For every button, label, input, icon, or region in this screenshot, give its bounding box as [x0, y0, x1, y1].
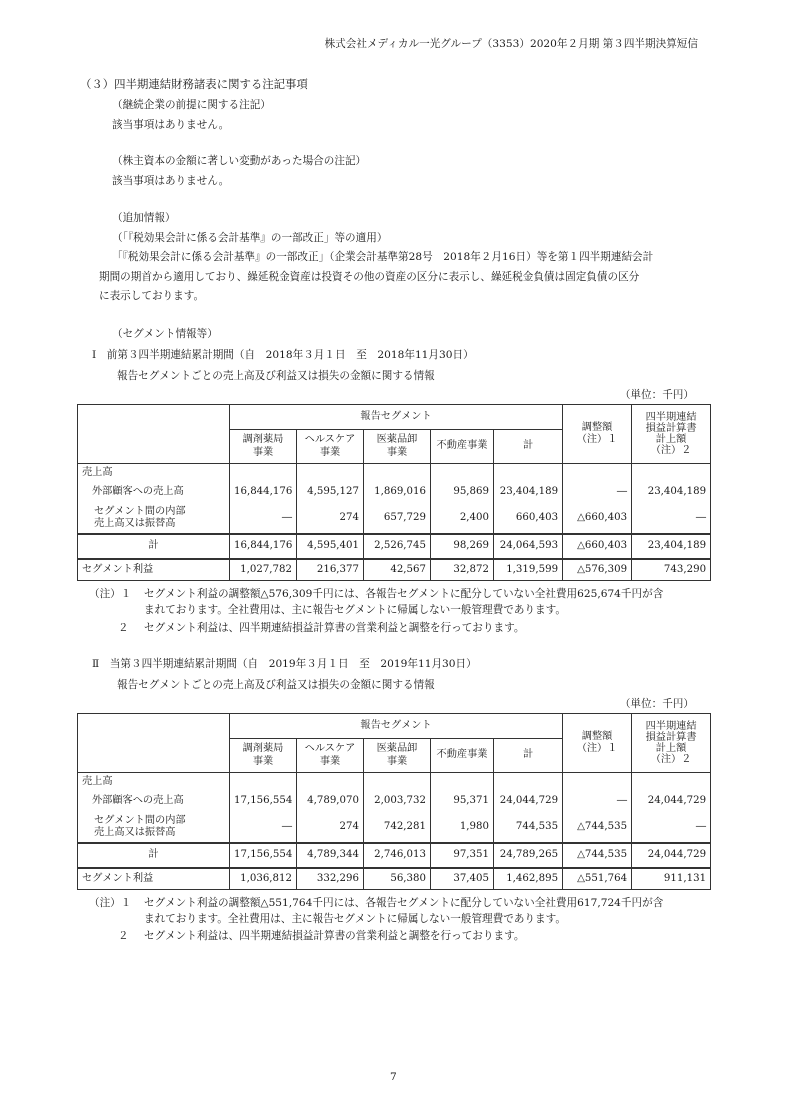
going-concern-heading: （継続企業の前提に関する注記） [112, 99, 271, 111]
table-row: セグメント利益 1,027,782 216,377 42,567 32,872 1,319,599 △576,309 743,290 [78, 559, 711, 581]
col-real-estate: 不動産事業 [431, 739, 494, 773]
period1-segment-table [77, 404, 711, 581]
col-pharma-wholesale: 医薬品卸 事業 [364, 430, 431, 464]
page-number: 7 [390, 1071, 397, 1083]
period1-unit: （単位：千円） [619, 389, 694, 401]
period1-subtitle: 報告セグメントごとの売上高及び利益又は損失の金額に関する情報 [117, 370, 435, 382]
additional-info-para-line3: に表示しております。 [99, 290, 205, 302]
going-concern-text: 該当事項はありません。 [112, 119, 230, 131]
sales-label: 売上高 [78, 773, 230, 791]
table-row: 計 17,156,554 4,789,344 2,746,013 97,351 24,789,265 △744,535 24,044,729 [78, 843, 711, 868]
col-dispensing-pharmacy: 調剤薬局 事業 [230, 739, 297, 773]
corner-cell [78, 405, 230, 464]
reportable-segment-header: 報告セグメント [230, 714, 563, 739]
adjustment-header: 調整額 （注）１ [563, 714, 632, 773]
equity-change-heading: （株主資本の金額に著しい変動があった場合の注記） [112, 155, 367, 167]
adjustment-header: 調整額 （注）１ [563, 405, 632, 464]
table-row: 外部顧客への売上高 16,844,176 4,595,127 1,869,016 95,869 23,404,189 ― 23,404,189 [78, 482, 711, 504]
period2-note2-text: セグメント利益は、四半期連結損益計算書の営業利益と調整を行っております。 [144, 930, 525, 942]
period1-note2-text: セグメント利益は、四半期連結損益計算書の営業利益と調整を行っております。 [144, 622, 525, 634]
table-row: セグメント間の内部 売上高又は振替高 ― 274 657,729 2,400 660,403 △660,403 ― [78, 504, 711, 534]
period1-note1-prefix: （注）１ [89, 588, 132, 600]
table-row: 計 16,844,176 4,595,401 2,526,745 98,269 24,064,593 △660,403 23,404,189 [78, 534, 711, 559]
period2-unit: （単位：千円） [619, 698, 694, 710]
period2-note2-prefix: ２ [118, 930, 129, 942]
col-subtotal: 計 [494, 739, 563, 773]
col-subtotal: 計 [494, 430, 563, 464]
period2-title: Ⅱ 当第３四半期連結累計期間（自 2019年３月１日 至 2019年11月30日） [92, 658, 477, 670]
period2-note1-prefix: （注）１ [89, 897, 132, 909]
col-pharma-wholesale: 医薬品卸 事業 [364, 739, 431, 773]
table-row: 外部顧客への売上高 17,156,554 4,789,070 2,003,732 95,371 24,044,729 ― 24,044,729 [78, 791, 711, 813]
equity-change-text: 該当事項はありません。 [112, 175, 230, 187]
additional-info-heading: （追加情報） [112, 212, 176, 224]
period2-subtitle: 報告セグメントごとの売上高及び利益又は損失の金額に関する情報 [117, 679, 435, 691]
pl-amount-header: 四半期連結 損益計算書 計上額 （注）２ [632, 405, 711, 464]
reportable-segment-header: 報告セグメント [230, 405, 563, 430]
period2-segment-table [77, 713, 711, 890]
period1-note1-line2: まれております。全社費用は、主に報告セグメントに帰属しない一般管理費であります。 [144, 604, 566, 616]
sales-label: 売上高 [78, 464, 230, 482]
period1-title: Ⅰ 前第３四半期連結累計期間（自 2018年３月１日 至 2018年11月30日） [92, 349, 474, 361]
col-dispensing-pharmacy: 調剤薬局 事業 [230, 430, 297, 464]
document-header: 株式会社メディカル一光グループ（3353）2020年２月期 第３四半期決算短信 [324, 38, 698, 50]
period2-note1-line1: セグメント利益の調整額△551,764千円には、各報告セグメントに配分していない全社費用617,724千円が含 [144, 897, 664, 909]
pl-amount-header: 四半期連結 損益計算書 計上額 （注）２ [632, 714, 711, 773]
additional-info-para-line2: 期間の期首から適用しており、繰延税金資産は投資その他の資産の区分に表示し、繰延税金負債は固定負債の区分 [99, 271, 640, 283]
section-title: （３）四半期連結財務諸表に関する注記事項 [80, 77, 308, 91]
corner-cell [78, 714, 230, 773]
period1-note1-line1: セグメント利益の調整額△576,309千円には、各報告セグメントに配分していない全社費用625,674千円が含 [144, 588, 664, 600]
period2-note1-line2: まれております。全社費用は、主に報告セグメントに帰属しない一般管理費であります。 [144, 913, 566, 925]
segment-heading: （セグメント情報等） [112, 328, 218, 340]
period1-note2-prefix: ２ [118, 622, 129, 634]
additional-info-para-line1: 「『税効果会計に係る会計基準』の一部改正」（企業会計基準第28号 2018年２月16日）等を第１四半期連結会計 [112, 251, 654, 263]
col-healthcare: ヘルスケア 事業 [297, 430, 364, 464]
additional-info-subheading: （「『税効果会計に係る会計基準』の一部改正」等の適用） [112, 232, 388, 244]
table-row: セグメント利益 1,036,812 332,296 56,380 37,405 1,462,895 △551,764 911,131 [78, 868, 711, 890]
col-real-estate: 不動産事業 [431, 430, 494, 464]
col-healthcare: ヘルスケア 事業 [297, 739, 364, 773]
table-row: セグメント間の内部 売上高又は振替高 ― 274 742,281 1,980 744,535 △744,535 ― [78, 813, 711, 843]
